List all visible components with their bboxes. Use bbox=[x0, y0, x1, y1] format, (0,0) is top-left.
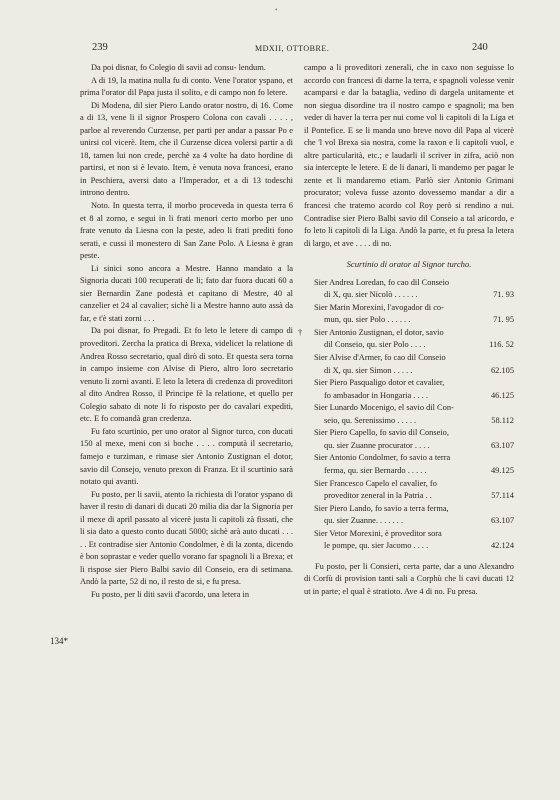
list-item bbox=[304, 402, 514, 427]
candidate-line: Sier Piero Lando, fo savio a terra ferma, bbox=[314, 503, 449, 513]
candidate-line: Sier Piero Capello, fo savio dil Conseio, bbox=[314, 428, 449, 438]
candidate-line: Sier Lunardo Mocenigo, el savio dil Con- bbox=[314, 403, 454, 413]
list-item bbox=[304, 452, 514, 477]
vote-count: 71. 95 bbox=[493, 315, 514, 325]
vote-count: 57.114 bbox=[491, 491, 514, 501]
margin-note: 134* bbox=[50, 636, 68, 646]
right-column bbox=[298, 62, 514, 598]
candidate-line: Sier Andrea Loredan, fo cao dil Conseio bbox=[314, 277, 450, 287]
candidate-line: qu. sier Zuanne procurator . . . . bbox=[324, 440, 430, 450]
section-title: Scurtinio di orator al Signor turcho. bbox=[346, 259, 472, 270]
list-item bbox=[304, 352, 514, 377]
candidate-line: di X, qu. sier Nicolò . . . . . . bbox=[324, 290, 418, 300]
left-column bbox=[80, 62, 293, 602]
candidate-line: mun, qu. sier Polo . . . . . . bbox=[324, 315, 411, 325]
candidate-line: seio, qu. Serenissimo . . . . . bbox=[324, 415, 417, 425]
vote-count: 116. 52 bbox=[489, 340, 514, 350]
vote-count: 46.125 bbox=[490, 390, 514, 400]
paragraph: Fu posto, per li diti savii d'acordo, una letera in bbox=[91, 589, 250, 599]
candidate-line: Sier Francesco Capelo el cavalier, fo bbox=[314, 478, 437, 488]
dagger-mark: † bbox=[298, 327, 303, 337]
paragraph: Noto. In questa terra, il morbo proceveda in questa terra 6 et 8 al zorno, e segui in li frati menori certo morbo per uno frate venuto da Liesna con la peste, adeo li frati prediti fono serati, e cussi il monestero di San Zane Polo. A Liesna è gran peste. bbox=[80, 201, 293, 261]
scrutiny-list bbox=[298, 277, 514, 553]
vote-count: 71. 93 bbox=[493, 290, 514, 300]
top-mark: • bbox=[275, 6, 278, 14]
list-item bbox=[304, 427, 514, 452]
candidate-line: le pompe, qu. sier Jacomo . . . . bbox=[324, 541, 429, 551]
header-title: MDXII, OTTOBRE. bbox=[255, 44, 330, 53]
vote-count: 58.112 bbox=[491, 415, 514, 425]
list-item bbox=[304, 277, 514, 302]
page-number-right: 240 bbox=[472, 42, 488, 53]
candidate-line: Sier Alvise d'Armer, fo cao dil Conseio bbox=[314, 353, 446, 363]
paragraph: Li sinici sono ancora a Mestre. Hanno mandato a la Signoria ducati 100 recuperati de li; fato dar fuora ducati 60 a sier Bernardin Zane podestà et capitano di Mestre, 40 al canzelier et 24 al cavalier; sichè li a Mestre hanno auto assà da far, e t'è stati zorni . . . bbox=[80, 263, 293, 323]
candidate-line: dil Conseio, qu. sier Polo . . . . bbox=[324, 340, 426, 350]
paragraph: A di 19, la matina nulla fu di conto. Vene l'orator yspano, et prima l'orator dil Papa justa il solito, e di campo non fo letere. bbox=[80, 75, 293, 98]
candidate-line: di X, qu. sier Simon . . . . . bbox=[324, 365, 413, 375]
paragraph: Di Modena, dil sier Piero Lando orator nostro, di 16. Come a di 13, vene li il signor Prospero Colona con cavali . . . . , parloe al reverendo Curzense, per parti per andar a passar Po e unirsi col vicerè. Item, che il Curzense dicea volersi partir a di 18, tamen lui non crede, perchè za 4 volte ha dato hordine di partirsi, et non si è levato. Item, è venuta nova francesi, erano in Peschiera, aversi dato a l'Imperador, et a di 13 todeschi introno dentro. bbox=[80, 100, 293, 198]
list-item bbox=[304, 528, 514, 553]
list-item bbox=[304, 503, 514, 528]
paragraph: Fu posto, per li Consieri, certa parte, dar a uno Alexandro di Corfù di provision tanti sali a Corphù che li cavi ducati 12 ut in parte; el qual è stratioto. Ave 4 di no. Fu presa. bbox=[304, 561, 514, 596]
vote-count: 62.105 bbox=[490, 365, 514, 375]
candidate-line: Sier Vetor Morexini, è proveditor sora bbox=[314, 528, 442, 538]
paragraph: Fu fato scurtinio, per uno orator al Signor turco, con ducati 150 al mexe, meni con si boche . . . . computà il secretario, famejo e turziman, e rimase sier Antonio Zustignan el dotor, savio dil Consejo, venuto prexon di Franza. Et il scurtinio sarà notato qui avanti. bbox=[80, 426, 293, 487]
candidate-line: Sier Antonio Condolmer, fo savio a terra bbox=[314, 453, 451, 463]
paragraph: Fu posto, per li savii, atento la richiesta di l'orator yspano di haver il resto di danari di ducati 20 milia dia dar la Signoria per il mexe di april passato al vicerè justa li capitoli zà fissati, che li sia dato a questo conto ducati 5000; sichè arà auto ducati . . . . . Et contradise sier Antonio Condolmer, è di la zonta, dicendo è bon soprastar e veder quello vorano far spagnoli li a Brexa; et li rispose sier Piero Balbi savio dil Conseio, era di setimana. Andò la parte, 52 di no, il resto de si, e fu presa. bbox=[80, 489, 293, 587]
page-number-left: 239 bbox=[92, 42, 108, 53]
vote-count: 63.107 bbox=[490, 440, 514, 450]
list-item bbox=[304, 302, 514, 327]
list-item bbox=[304, 478, 514, 503]
candidate-line: fo ambasador in Hongaria . . . . bbox=[324, 390, 428, 400]
paragraph: campo a li proveditori zenerali, che in caxo non seguisse lo accordo con francesi di darne la terra, e spagnoli volesse venir acamparsi e dar la bataglia, vedino di dargela unitamente et non siegua disordine tra il nostro campo e spagnoli; ma ben veder di haver la terra per nui come vol li capitoli di la Liga et il Pontefice. E se li manda uno breve novo dil Papa al vicerè che 'l vol Brexa sia nostra, come la raxon e li capitoli vuol, e altre particularità, etc.; e laudarli il scriver in zifra, aciò non sia intercepte le letere. E de li danari, li mandemo per pagar le zente et li mandaremo etiam. Parlò sier Antonio Grimani procurator; voleva fusse azonto dovessemo mandar a dir a francesi che tratemo acordo col Roy però si rendino a nui. Contradise sier Piero Balbi savio dil Conseio a tal aricordo, e fo leto li capitoli di la Liga. Andò la parte, et fu presa la letera di largo, et ave . . . . di no. bbox=[304, 63, 514, 248]
paragraph: Da poi disnar, fo Pregadi. Et fo leto le letere di campo di proveditori. Zercha la pratica di Brexa, videlicet la relatione di Andrea Rosso secretario, qual dirò di soto. Et questa sera torna in campo insieme con Alvise di Piero, altro loro secretario venuto li zorni avanti. E leto la letera di credenza di proveditori al dito Andrea Rosso, il Principe fè la relatione, et quello per Colegio sabato di note li fo risposto per do cavalari expediti, etc. E fo comandà gran credenza. bbox=[80, 326, 293, 424]
candidate-line: qu. sier Zuanne. . . . . . . bbox=[324, 516, 404, 526]
vote-count: 63.107 bbox=[490, 516, 514, 526]
list-item bbox=[304, 377, 514, 402]
candidate-line: Sier Piero Pasqualigo dotor et cavalier, bbox=[314, 378, 445, 388]
running-header bbox=[0, 42, 560, 56]
list-item bbox=[298, 327, 514, 352]
paragraph: Da poi disnar, fo Colegio di savii ad consu- lendum. bbox=[91, 63, 266, 72]
vote-count: 49.125 bbox=[490, 465, 514, 475]
vote-count: 42.124 bbox=[490, 541, 514, 551]
candidate-line: Sier Antonio Zustignan, el dotor, savio bbox=[314, 327, 444, 337]
candidate-line: Sier Marin Morexini, l'avogador di co- bbox=[314, 302, 444, 312]
candidate-line: proveditor zeneral in la Patria . . bbox=[324, 491, 432, 501]
candidate-line: ferma, qu. sier Bernardo . . . . . bbox=[324, 465, 427, 475]
